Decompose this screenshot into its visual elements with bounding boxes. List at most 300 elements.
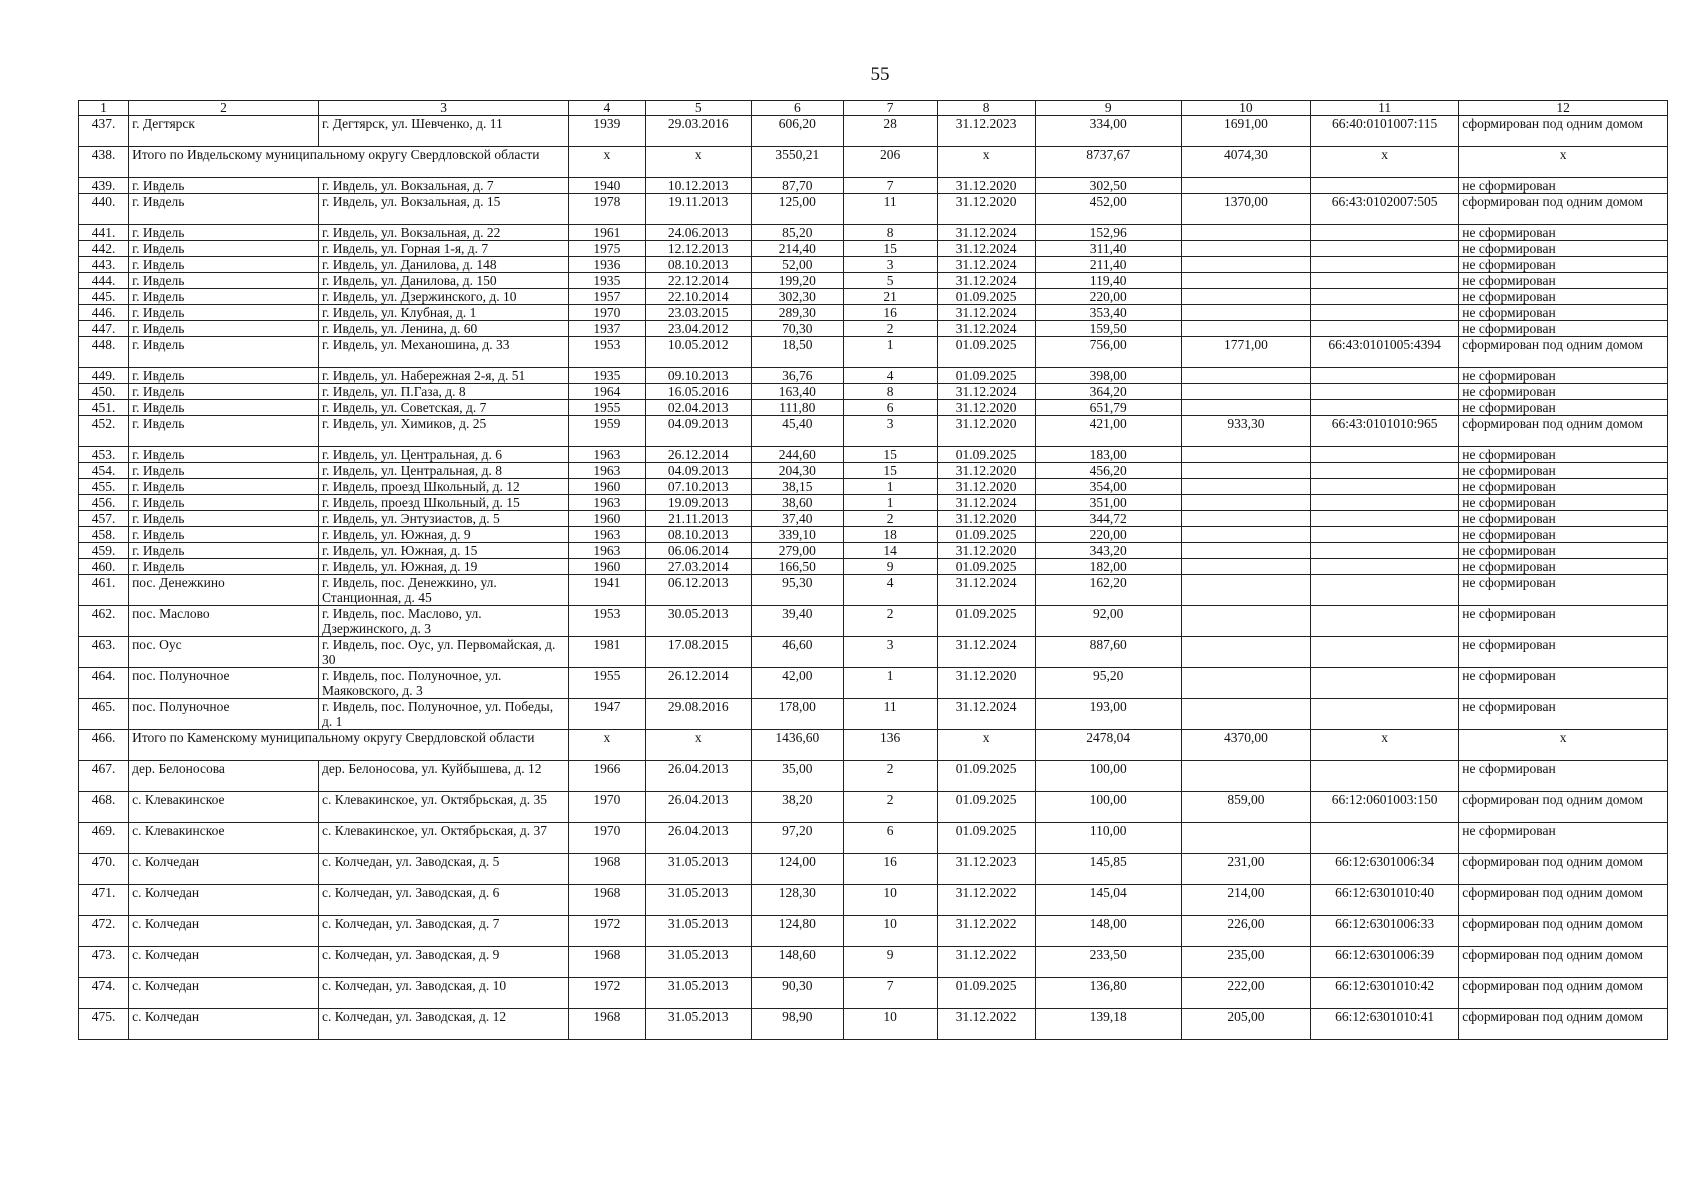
- settlement-cell: с. Колчедан: [129, 947, 319, 978]
- table-row: [79, 543, 1668, 559]
- row-number-cell: 464.: [79, 668, 129, 699]
- settlement-cell: пос. Оус: [129, 637, 319, 668]
- deadline-cell: 31.12.2020: [937, 511, 1035, 527]
- row-number-cell: 438.: [79, 147, 129, 178]
- row-number-cell: 461.: [79, 575, 129, 606]
- year-cell: 1968: [569, 885, 645, 916]
- column-number-5: 5: [645, 101, 751, 116]
- date-cell: 31.05.2013: [645, 1009, 751, 1040]
- cadastral-number-cell: [1311, 543, 1459, 559]
- address-cell: г. Ивдель, пос. Денежкино, ул. Станционная, д. 45: [318, 575, 568, 606]
- settlement-cell: г. Ивдель: [129, 289, 319, 305]
- area-cell: 3550,21: [751, 147, 843, 178]
- column-9-cell: 136,80: [1035, 978, 1181, 1009]
- column-10-cell: [1181, 384, 1310, 400]
- cadastral-number-cell: [1311, 368, 1459, 384]
- column-9-cell: 311,40: [1035, 241, 1181, 257]
- area-cell: 124,80: [751, 916, 843, 947]
- column-10-cell: [1181, 668, 1310, 699]
- column-number-2: 2: [129, 101, 319, 116]
- deadline-cell: 31.12.2022: [937, 885, 1035, 916]
- status-cell: сформирован под одним домом: [1459, 854, 1668, 885]
- status-cell: не сформирован: [1459, 527, 1668, 543]
- area-cell: 39,40: [751, 606, 843, 637]
- deadline-cell: x: [937, 147, 1035, 178]
- row-number-cell: 470.: [79, 854, 129, 885]
- cadastral-number-cell: [1311, 447, 1459, 463]
- status-cell: сформирован под одним домом: [1459, 947, 1668, 978]
- address-cell: г. Ивдель, ул. Химиков, д. 25: [318, 416, 568, 447]
- date-cell: x: [645, 147, 751, 178]
- area-cell: 98,90: [751, 1009, 843, 1040]
- address-cell: с. Колчедан, ул. Заводская, д. 6: [318, 885, 568, 916]
- address-cell: г. Ивдель, ул. Механошина, д. 33: [318, 337, 568, 368]
- settlement-cell: г. Ивдель: [129, 273, 319, 289]
- deadline-cell: 31.12.2020: [937, 416, 1035, 447]
- residents-cell: 10: [843, 1009, 937, 1040]
- area-cell: 111,80: [751, 400, 843, 416]
- column-9-cell: 456,20: [1035, 463, 1181, 479]
- year-cell: 1966: [569, 761, 645, 792]
- cadastral-number-cell: 66:43:0101005:4394: [1311, 337, 1459, 368]
- area-cell: 214,40: [751, 241, 843, 257]
- residents-cell: 4: [843, 368, 937, 384]
- column-9-cell: 756,00: [1035, 337, 1181, 368]
- year-cell: 1955: [569, 400, 645, 416]
- status-cell: не сформирован: [1459, 823, 1668, 854]
- column-10-cell: [1181, 273, 1310, 289]
- residents-cell: 9: [843, 559, 937, 575]
- status-cell: не сформирован: [1459, 575, 1668, 606]
- column-9-cell: 302,50: [1035, 178, 1181, 194]
- row-number-cell: 446.: [79, 305, 129, 321]
- table-row: [79, 225, 1668, 241]
- column-9-cell: 398,00: [1035, 368, 1181, 384]
- date-cell: 31.05.2013: [645, 978, 751, 1009]
- column-9-cell: 100,00: [1035, 761, 1181, 792]
- settlement-cell: с. Колчедан: [129, 978, 319, 1009]
- settlement-cell: г. Ивдель: [129, 321, 319, 337]
- column-10-cell: 214,00: [1181, 885, 1310, 916]
- date-cell: 04.09.2013: [645, 463, 751, 479]
- address-cell: г. Ивдель, пос. Полуночное, ул. Маяковского, д. 3: [318, 668, 568, 699]
- column-number-10: 10: [1181, 101, 1310, 116]
- year-cell: 1981: [569, 637, 645, 668]
- column-9-cell: 233,50: [1035, 947, 1181, 978]
- address-cell: г. Ивдель, ул. Советская, д. 7: [318, 400, 568, 416]
- row-number-cell: 440.: [79, 194, 129, 225]
- deadline-cell: 01.09.2025: [937, 761, 1035, 792]
- row-number-cell: 456.: [79, 495, 129, 511]
- status-cell: не сформирован: [1459, 495, 1668, 511]
- cadastral-number-cell: [1311, 606, 1459, 637]
- address-cell: с. Колчедан, ул. Заводская, д. 12: [318, 1009, 568, 1040]
- deadline-cell: 31.12.2020: [937, 668, 1035, 699]
- table-row: [79, 178, 1668, 194]
- date-cell: 06.12.2013: [645, 575, 751, 606]
- deadline-cell: 31.12.2024: [937, 321, 1035, 337]
- address-cell: г. Ивдель, ул. Южная, д. 15: [318, 543, 568, 559]
- address-cell: г. Ивдель, ул. Дзержинского, д. 10: [318, 289, 568, 305]
- status-cell: не сформирован: [1459, 668, 1668, 699]
- address-cell: г. Ивдель, ул. Горная 1-я, д. 7: [318, 241, 568, 257]
- date-cell: 19.09.2013: [645, 495, 751, 511]
- row-number-cell: 466.: [79, 730, 129, 761]
- table-row: [79, 368, 1668, 384]
- area-cell: 204,30: [751, 463, 843, 479]
- cadastral-number-cell: x: [1311, 730, 1459, 761]
- row-number-cell: 471.: [79, 885, 129, 916]
- status-cell: сформирован под одним домом: [1459, 1009, 1668, 1040]
- table-row: [79, 761, 1668, 792]
- column-10-cell: [1181, 479, 1310, 495]
- status-cell: сформирован под одним домом: [1459, 792, 1668, 823]
- table-row: [79, 823, 1668, 854]
- column-9-cell: 145,85: [1035, 854, 1181, 885]
- status-cell: не сформирован: [1459, 559, 1668, 575]
- address-cell: г. Ивдель, проезд Школьный, д. 12: [318, 479, 568, 495]
- residents-cell: 10: [843, 885, 937, 916]
- cadastral-number-cell: [1311, 479, 1459, 495]
- deadline-cell: 31.12.2023: [937, 854, 1035, 885]
- address-cell: г. Ивдель, ул. Южная, д. 19: [318, 559, 568, 575]
- date-cell: 10.12.2013: [645, 178, 751, 194]
- table-row: [79, 337, 1668, 368]
- cadastral-number-cell: [1311, 305, 1459, 321]
- cadastral-number-cell: [1311, 225, 1459, 241]
- residents-cell: 5: [843, 273, 937, 289]
- column-10-cell: [1181, 559, 1310, 575]
- residents-cell: 6: [843, 400, 937, 416]
- column-10-cell: [1181, 225, 1310, 241]
- deadline-cell: 31.12.2024: [937, 273, 1035, 289]
- deadline-cell: 31.12.2024: [937, 495, 1035, 511]
- column-9-cell: 344,72: [1035, 511, 1181, 527]
- column-10-cell: [1181, 543, 1310, 559]
- row-number-cell: 475.: [79, 1009, 129, 1040]
- settlement-cell: с. Клевакинское: [129, 823, 319, 854]
- column-10-cell: [1181, 321, 1310, 337]
- deadline-cell: 01.09.2025: [937, 289, 1035, 305]
- column-9-cell: 343,20: [1035, 543, 1181, 559]
- residents-cell: 206: [843, 147, 937, 178]
- year-cell: 1936: [569, 257, 645, 273]
- area-cell: 36,76: [751, 368, 843, 384]
- area-cell: 87,70: [751, 178, 843, 194]
- date-cell: 22.10.2014: [645, 289, 751, 305]
- deadline-cell: 31.12.2020: [937, 463, 1035, 479]
- cadastral-number-cell: [1311, 257, 1459, 273]
- deadline-cell: 31.12.2024: [937, 305, 1035, 321]
- date-cell: 27.03.2014: [645, 559, 751, 575]
- row-number-cell: 453.: [79, 447, 129, 463]
- date-cell: 24.06.2013: [645, 225, 751, 241]
- date-cell: 02.04.2013: [645, 400, 751, 416]
- column-9-cell: 351,00: [1035, 495, 1181, 511]
- residents-cell: 2: [843, 606, 937, 637]
- table-row: [79, 400, 1668, 416]
- cadastral-number-cell: 66:12:6301006:33: [1311, 916, 1459, 947]
- deadline-cell: 31.12.2020: [937, 479, 1035, 495]
- residents-cell: 6: [843, 823, 937, 854]
- column-10-cell: [1181, 463, 1310, 479]
- column-9-cell: 364,20: [1035, 384, 1181, 400]
- area-cell: 166,50: [751, 559, 843, 575]
- year-cell: 1970: [569, 792, 645, 823]
- column-9-cell: 8737,67: [1035, 147, 1181, 178]
- cadastral-number-cell: [1311, 637, 1459, 668]
- column-10-cell: [1181, 257, 1310, 273]
- cadastral-number-cell: [1311, 400, 1459, 416]
- residents-cell: 2: [843, 511, 937, 527]
- deadline-cell: 01.09.2025: [937, 527, 1035, 543]
- status-cell: не сформирован: [1459, 178, 1668, 194]
- cadastral-number-cell: [1311, 289, 1459, 305]
- column-9-cell: 110,00: [1035, 823, 1181, 854]
- date-cell: 16.05.2016: [645, 384, 751, 400]
- column-10-cell: [1181, 368, 1310, 384]
- table-body: [79, 101, 1668, 1040]
- year-cell: 1960: [569, 511, 645, 527]
- area-cell: 18,50: [751, 337, 843, 368]
- year-cell: x: [569, 730, 645, 761]
- column-10-cell: 222,00: [1181, 978, 1310, 1009]
- residents-cell: 11: [843, 699, 937, 730]
- total-label-cell: Итого по Ивдельскому муниципальному округу Свердловской области: [129, 147, 569, 178]
- status-cell: не сформирован: [1459, 511, 1668, 527]
- deadline-cell: 31.12.2024: [937, 241, 1035, 257]
- address-cell: г. Ивдель, ул. Данилова, д. 150: [318, 273, 568, 289]
- year-cell: x: [569, 147, 645, 178]
- area-cell: 124,00: [751, 854, 843, 885]
- row-number-cell: 447.: [79, 321, 129, 337]
- date-cell: 26.04.2013: [645, 792, 751, 823]
- column-number-7: 7: [843, 101, 937, 116]
- address-cell: г. Ивдель, ул. Ленина, д. 60: [318, 321, 568, 337]
- column-number-6: 6: [751, 101, 843, 116]
- table-row: [79, 273, 1668, 289]
- area-cell: 148,60: [751, 947, 843, 978]
- settlement-cell: г. Ивдель: [129, 559, 319, 575]
- address-cell: г. Ивдель, ул. Южная, д. 9: [318, 527, 568, 543]
- address-cell: г. Ивдель, ул. Энтузиастов, д. 5: [318, 511, 568, 527]
- settlement-cell: дер. Белоносова: [129, 761, 319, 792]
- cadastral-number-cell: [1311, 823, 1459, 854]
- page-number: 55: [870, 64, 890, 85]
- date-cell: 23.03.2015: [645, 305, 751, 321]
- table-row: [79, 384, 1668, 400]
- cadastral-number-cell: 66:12:6301010:41: [1311, 1009, 1459, 1040]
- date-cell: 19.11.2013: [645, 194, 751, 225]
- column-9-cell: 119,40: [1035, 273, 1181, 289]
- status-cell: не сформирован: [1459, 368, 1668, 384]
- row-number-cell: 474.: [79, 978, 129, 1009]
- column-number-3: 3: [318, 101, 568, 116]
- table-row: [79, 792, 1668, 823]
- table-row: [79, 116, 1668, 147]
- year-cell: 1963: [569, 447, 645, 463]
- residents-cell: 8: [843, 225, 937, 241]
- table-row: [79, 1009, 1668, 1040]
- cadastral-number-cell: [1311, 495, 1459, 511]
- column-number-1: 1: [79, 101, 129, 116]
- row-number-cell: 458.: [79, 527, 129, 543]
- area-cell: 606,20: [751, 116, 843, 147]
- status-cell: не сформирован: [1459, 637, 1668, 668]
- year-cell: 1968: [569, 947, 645, 978]
- status-cell: не сформирован: [1459, 400, 1668, 416]
- settlement-cell: пос. Полуночное: [129, 668, 319, 699]
- area-cell: 199,20: [751, 273, 843, 289]
- total-label-cell: Итого по Каменскому муниципальному округу Свердловской области: [129, 730, 569, 761]
- column-9-cell: 2478,04: [1035, 730, 1181, 761]
- status-cell: не сформирован: [1459, 543, 1668, 559]
- area-cell: 163,40: [751, 384, 843, 400]
- column-10-cell: 859,00: [1181, 792, 1310, 823]
- settlement-cell: с. Колчедан: [129, 1009, 319, 1040]
- settlement-cell: г. Ивдель: [129, 337, 319, 368]
- residents-cell: 3: [843, 257, 937, 273]
- residents-cell: 2: [843, 761, 937, 792]
- table-row: [79, 194, 1668, 225]
- date-cell: 06.06.2014: [645, 543, 751, 559]
- year-cell: 1953: [569, 606, 645, 637]
- area-cell: 178,00: [751, 699, 843, 730]
- address-cell: г. Ивдель, ул. Центральная, д. 8: [318, 463, 568, 479]
- residents-cell: 7: [843, 978, 937, 1009]
- date-cell: 10.05.2012: [645, 337, 751, 368]
- table-row: [79, 495, 1668, 511]
- cadastral-number-cell: 66:12:6301010:40: [1311, 885, 1459, 916]
- year-cell: 1968: [569, 1009, 645, 1040]
- deadline-cell: 31.12.2020: [937, 194, 1035, 225]
- row-number-cell: 473.: [79, 947, 129, 978]
- settlement-cell: пос. Полуночное: [129, 699, 319, 730]
- area-cell: 46,60: [751, 637, 843, 668]
- cadastral-number-cell: 66:12:0601003:150: [1311, 792, 1459, 823]
- address-cell: г. Ивдель, ул. Вокзальная, д. 22: [318, 225, 568, 241]
- settlement-cell: г. Ивдель: [129, 416, 319, 447]
- row-number-cell: 460.: [79, 559, 129, 575]
- date-cell: 22.12.2014: [645, 273, 751, 289]
- area-cell: 42,00: [751, 668, 843, 699]
- total-row: [79, 730, 1668, 761]
- year-cell: 1970: [569, 305, 645, 321]
- area-cell: 97,20: [751, 823, 843, 854]
- area-cell: 38,15: [751, 479, 843, 495]
- column-10-cell: [1181, 305, 1310, 321]
- cadastral-number-cell: [1311, 559, 1459, 575]
- residents-cell: 9: [843, 947, 937, 978]
- year-cell: 1970: [569, 823, 645, 854]
- address-cell: г. Ивдель, пос. Полуночное, ул. Победы, д. 1: [318, 699, 568, 730]
- column-10-cell: [1181, 511, 1310, 527]
- row-number-cell: 469.: [79, 823, 129, 854]
- column-10-cell: [1181, 495, 1310, 511]
- settlement-cell: г. Ивдель: [129, 257, 319, 273]
- table-row: [79, 416, 1668, 447]
- column-9-cell: 354,00: [1035, 479, 1181, 495]
- deadline-cell: 31.12.2020: [937, 178, 1035, 194]
- settlement-cell: г. Ивдель: [129, 527, 319, 543]
- column-9-cell: 95,20: [1035, 668, 1181, 699]
- date-cell: 08.10.2013: [645, 527, 751, 543]
- column-9-cell: 139,18: [1035, 1009, 1181, 1040]
- residents-cell: 1: [843, 668, 937, 699]
- residents-cell: 2: [843, 792, 937, 823]
- date-cell: 31.05.2013: [645, 916, 751, 947]
- column-9-cell: 211,40: [1035, 257, 1181, 273]
- residents-cell: 16: [843, 854, 937, 885]
- settlement-cell: г. Ивдель: [129, 305, 319, 321]
- date-cell: 21.11.2013: [645, 511, 751, 527]
- column-9-cell: 334,00: [1035, 116, 1181, 147]
- address-cell: с. Колчедан, ул. Заводская, д. 9: [318, 947, 568, 978]
- status-cell: не сформирован: [1459, 479, 1668, 495]
- column-10-cell: 231,00: [1181, 854, 1310, 885]
- cadastral-number-cell: [1311, 384, 1459, 400]
- table-row: [79, 305, 1668, 321]
- column-10-cell: [1181, 699, 1310, 730]
- residents-cell: 16: [843, 305, 937, 321]
- area-cell: 38,20: [751, 792, 843, 823]
- column-10-cell: 933,30: [1181, 416, 1310, 447]
- table-row: [79, 447, 1668, 463]
- status-cell: сформирован под одним домом: [1459, 885, 1668, 916]
- year-cell: 1941: [569, 575, 645, 606]
- deadline-cell: 31.12.2024: [937, 699, 1035, 730]
- table-row: [79, 668, 1668, 699]
- column-number-4: 4: [569, 101, 645, 116]
- residents-cell: 1: [843, 495, 937, 511]
- area-cell: 45,40: [751, 416, 843, 447]
- status-cell: не сформирован: [1459, 241, 1668, 257]
- column-10-cell: [1181, 823, 1310, 854]
- column-number-header-row: [79, 101, 1668, 116]
- area-cell: 289,30: [751, 305, 843, 321]
- address-cell: г. Ивдель, пос. Оус, ул. Первомайская, д. 30: [318, 637, 568, 668]
- column-9-cell: 193,00: [1035, 699, 1181, 730]
- year-cell: 1940: [569, 178, 645, 194]
- date-cell: 09.10.2013: [645, 368, 751, 384]
- settlement-cell: г. Ивдель: [129, 241, 319, 257]
- date-cell: 12.12.2013: [645, 241, 751, 257]
- year-cell: 1963: [569, 463, 645, 479]
- residents-cell: 7: [843, 178, 937, 194]
- table-row: [79, 699, 1668, 730]
- row-number-cell: 467.: [79, 761, 129, 792]
- status-cell: не сформирован: [1459, 289, 1668, 305]
- deadline-cell: 31.12.2024: [937, 384, 1035, 400]
- column-number-12: 12: [1459, 101, 1668, 116]
- settlement-cell: с. Колчедан: [129, 885, 319, 916]
- status-cell: сформирован под одним домом: [1459, 116, 1668, 147]
- cadastral-number-cell: [1311, 321, 1459, 337]
- total-row: [79, 147, 1668, 178]
- table-row: [79, 978, 1668, 1009]
- area-cell: 128,30: [751, 885, 843, 916]
- settlement-cell: г. Ивдель: [129, 479, 319, 495]
- residents-cell: 3: [843, 416, 937, 447]
- cadastral-number-cell: [1311, 527, 1459, 543]
- status-cell: не сформирован: [1459, 606, 1668, 637]
- table-row: [79, 241, 1668, 257]
- settlement-cell: пос. Маслово: [129, 606, 319, 637]
- residents-cell: 4: [843, 575, 937, 606]
- deadline-cell: 31.12.2024: [937, 637, 1035, 668]
- status-cell: сформирован под одним домом: [1459, 978, 1668, 1009]
- cadastral-number-cell: 66:12:6301010:42: [1311, 978, 1459, 1009]
